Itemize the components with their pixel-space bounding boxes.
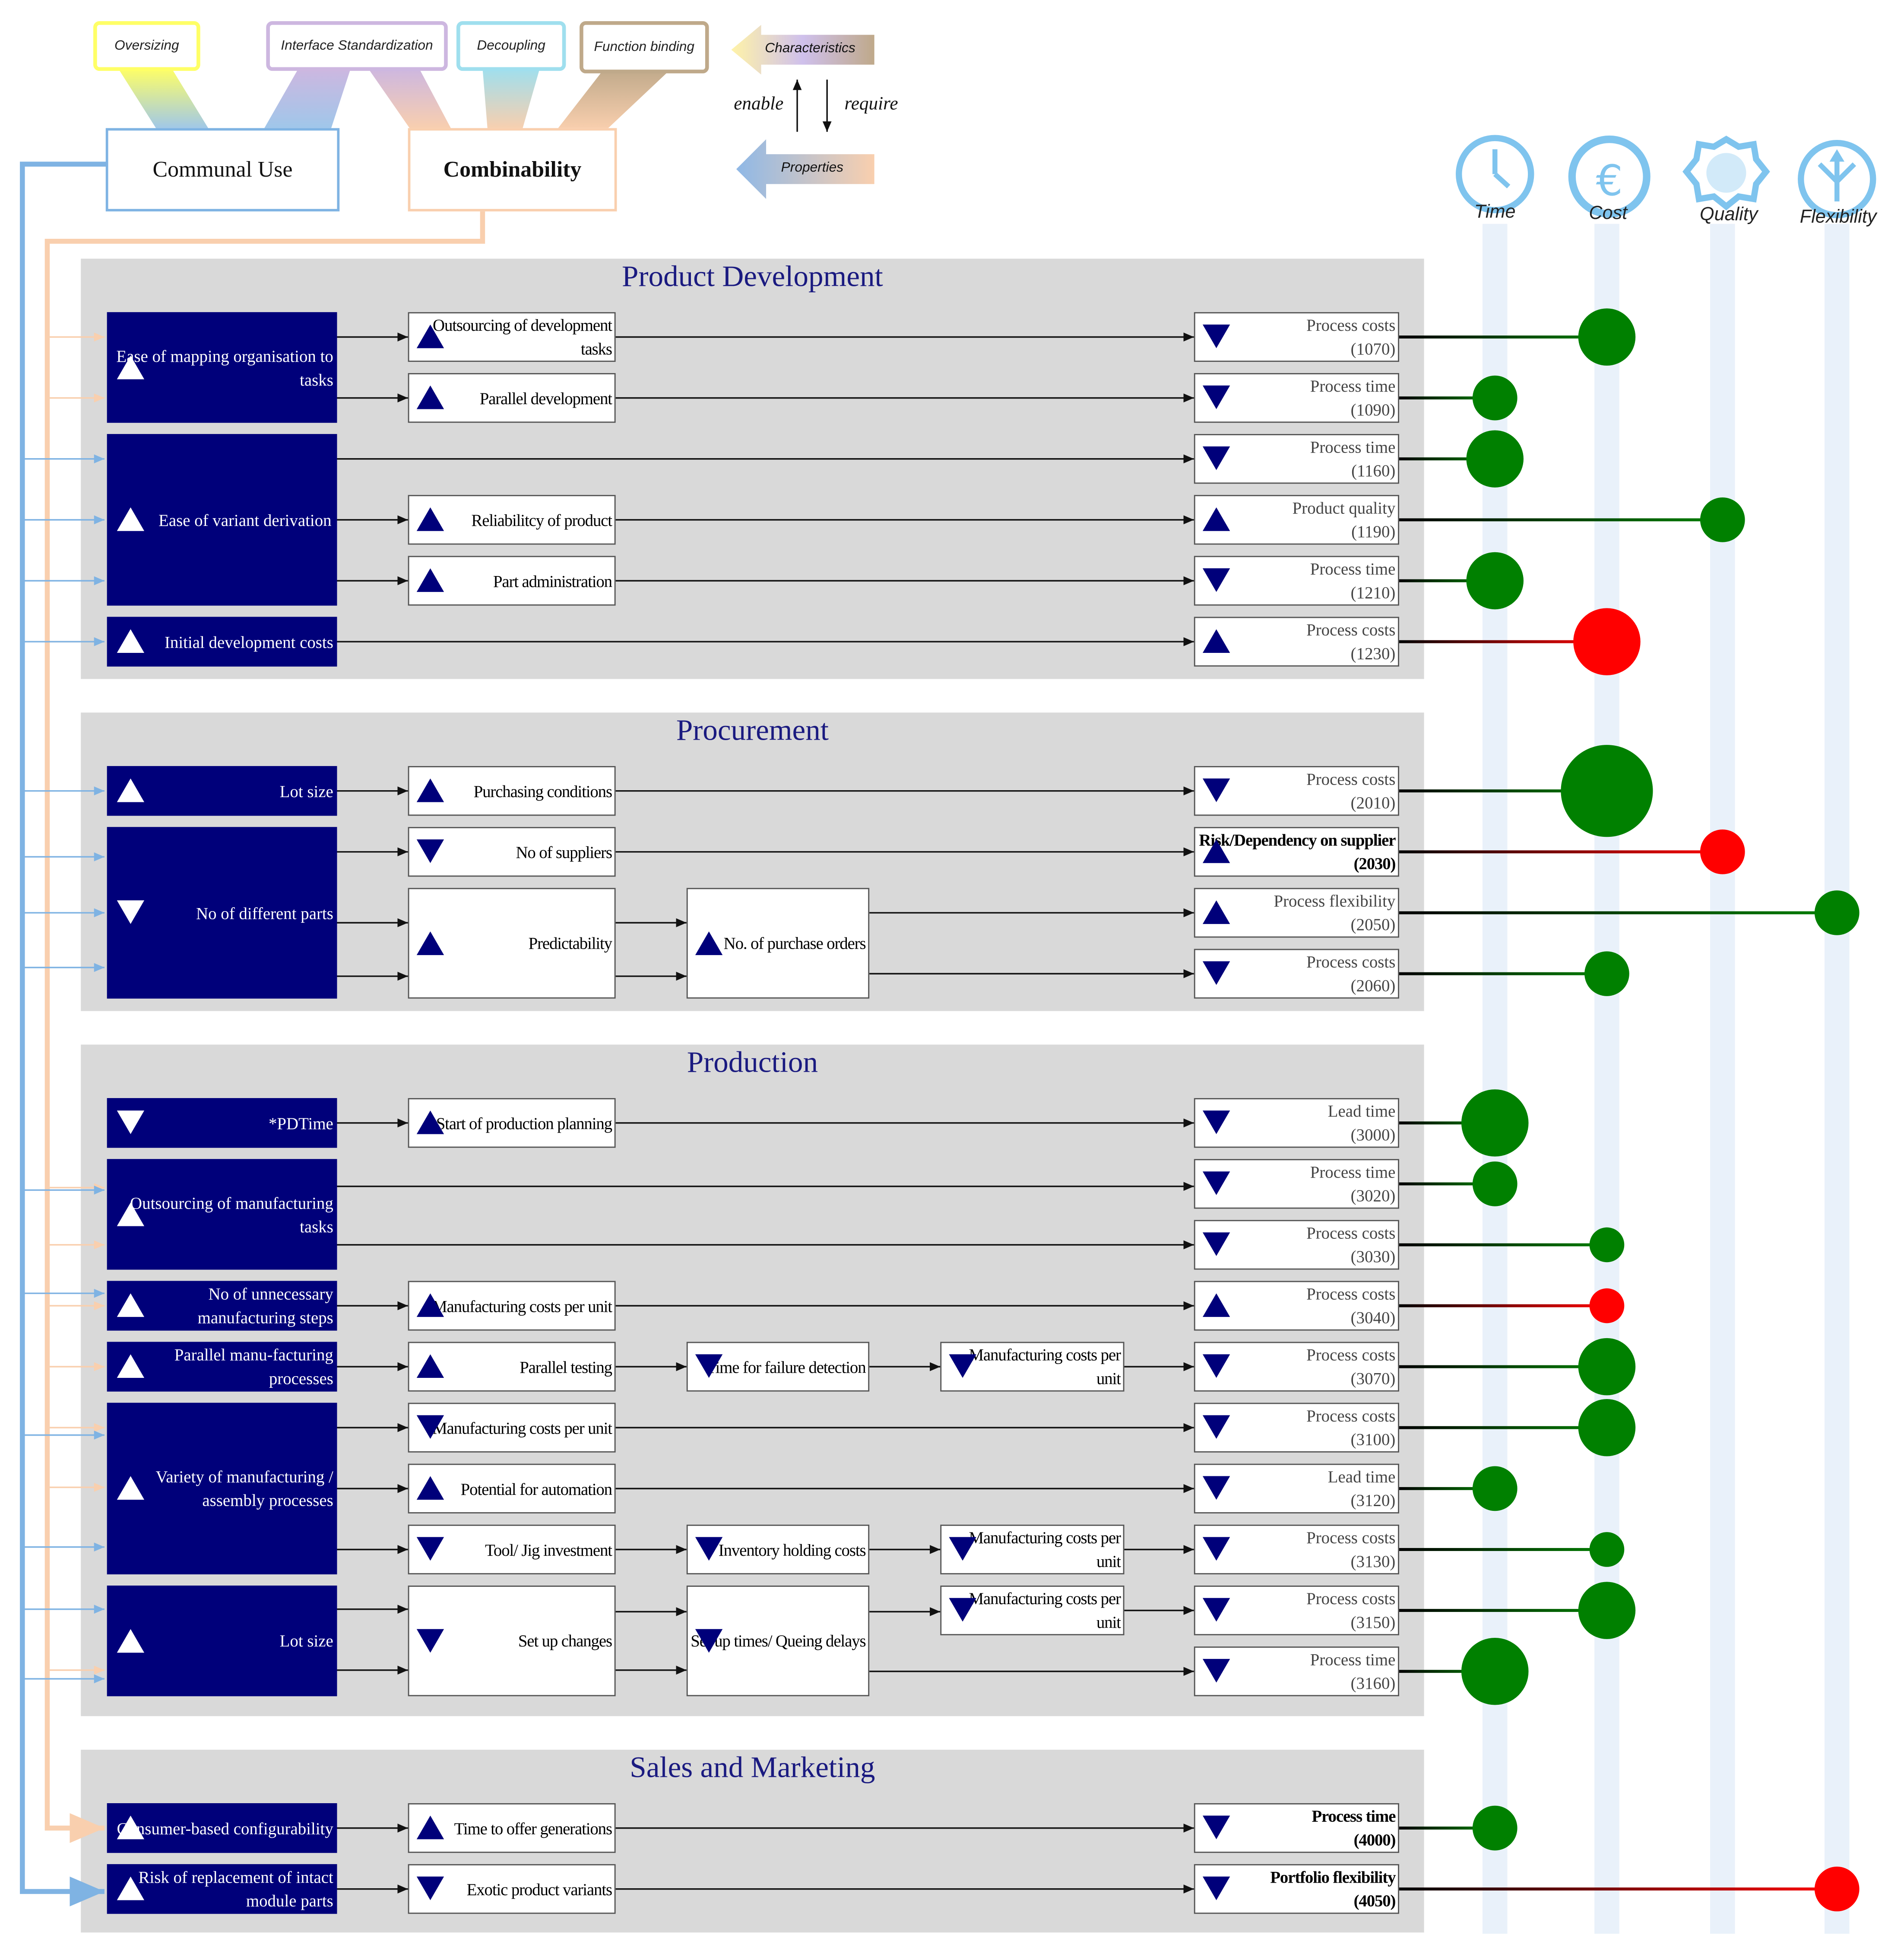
property-box — [107, 1403, 337, 1574]
decrease-arrow-icon — [417, 1415, 444, 1439]
effect-impact-circle — [1584, 951, 1629, 996]
effect-name: Process costs — [1306, 1285, 1396, 1304]
intermediate-effect-box — [408, 312, 616, 362]
effect-impact-circle — [1590, 1288, 1625, 1323]
effect-box — [1194, 1281, 1399, 1330]
property-label: Consumer-based configurability — [117, 1819, 333, 1838]
effect-code: (1160) — [1351, 461, 1396, 480]
property-box — [107, 1159, 337, 1269]
increase-arrow-icon — [117, 507, 144, 531]
intermediate-label: Manufacturing costs per unit — [969, 1528, 1121, 1571]
effect-name: Lead time — [1327, 1102, 1396, 1121]
effect-box — [1194, 949, 1399, 998]
kpi-label-cost: Cost — [1589, 203, 1628, 224]
property-label: No of different parts — [196, 903, 333, 922]
legend-characteristics: Characteristics — [765, 41, 855, 56]
property-label: No of unnecessary manufacturing steps — [197, 1285, 333, 1327]
effect-code: (3150) — [1350, 1613, 1396, 1632]
effect-box — [1194, 1525, 1399, 1574]
effect-name: Portfolio flexibility — [1270, 1868, 1396, 1887]
intermediate-label: Potential for automation — [460, 1479, 612, 1498]
effect-name: Lead time — [1327, 1467, 1396, 1486]
characteristic-label: Interface Standardization — [281, 38, 433, 54]
effect-name: Process time — [1310, 437, 1396, 456]
effect-impact-circle — [1473, 376, 1517, 421]
effect-connector-line — [1399, 972, 1607, 975]
intermediate-effect-box — [408, 1403, 616, 1453]
decrease-arrow-icon — [1203, 1816, 1230, 1839]
effect-impact-circle — [1473, 1162, 1517, 1206]
intermediate-effect-box — [408, 556, 616, 605]
intermediate-label: Manufacturing costs per unit — [969, 1345, 1121, 1388]
effect-name: Process costs — [1306, 1345, 1396, 1364]
effect-code: (1210) — [1350, 583, 1396, 602]
decrease-arrow-icon — [1203, 446, 1230, 470]
increase-arrow-icon — [1203, 629, 1230, 653]
effect-name: Process costs — [1306, 1589, 1396, 1608]
effect-impact-circle — [1467, 552, 1524, 609]
decrease-arrow-icon — [1203, 1476, 1230, 1500]
effect-connector-line — [1399, 336, 1607, 339]
decrease-arrow-icon — [1203, 1354, 1230, 1378]
effect-code: (1230) — [1350, 644, 1396, 663]
decrease-arrow-icon — [1203, 1111, 1230, 1134]
effect-code: (1090) — [1350, 400, 1396, 419]
property-box — [107, 766, 337, 816]
decrease-arrow-icon — [949, 1354, 976, 1378]
effect-impact-circle — [1578, 1582, 1635, 1639]
increase-arrow-icon — [117, 1628, 144, 1652]
effect-impact-circle — [1590, 1532, 1625, 1567]
intermediate-label: Reliabilitcy of product — [471, 510, 612, 529]
decrease-arrow-icon — [417, 1628, 444, 1652]
intermediate-label: Time for failure detection — [706, 1357, 866, 1376]
effect-connector-line — [1399, 1609, 1607, 1612]
section-title: Production — [687, 1047, 818, 1079]
increase-arrow-icon — [417, 1816, 444, 1839]
mechanism-label: Communal Use — [152, 156, 293, 182]
effect-impact-circle — [1700, 497, 1745, 542]
property-label: Ease of mapping organisation to tasks — [116, 346, 333, 389]
legend-properties: Properties — [781, 160, 844, 176]
effect-name: Process time — [1310, 1162, 1396, 1181]
property-box — [107, 312, 337, 423]
effect-code: (4050) — [1353, 1891, 1396, 1910]
effect-box — [1194, 556, 1399, 605]
increase-arrow-icon — [117, 1816, 144, 1839]
section-title: Product Development — [622, 261, 883, 294]
mechanism-label: Combinability — [443, 156, 582, 182]
intermediate-label: Exotic product variants — [466, 1880, 612, 1899]
decrease-arrow-icon — [1203, 1659, 1230, 1683]
effect-code: (2050) — [1350, 915, 1396, 934]
effect-code: (4000) — [1353, 1830, 1396, 1849]
effect-box — [1194, 1342, 1399, 1392]
effect-box — [1194, 495, 1399, 544]
intermediate-effect-box — [687, 888, 869, 998]
intermediate-effect-box — [408, 888, 616, 998]
decrease-arrow-icon — [117, 900, 144, 924]
decrease-arrow-icon — [695, 1537, 722, 1561]
effect-impact-circle — [1578, 1338, 1635, 1395]
effect-code: (3070) — [1350, 1369, 1396, 1388]
intermediate-effect-box — [408, 495, 616, 544]
intermediate-effect-box — [687, 1525, 869, 1574]
intermediate-effect-box — [687, 1586, 869, 1696]
effect-box — [1194, 827, 1399, 877]
effect-box — [1194, 373, 1399, 423]
effect-name: Process flexibility — [1274, 891, 1396, 911]
effect-code: (1190) — [1351, 522, 1396, 541]
effect-connector-line — [1399, 1365, 1607, 1368]
property-box — [107, 1864, 337, 1914]
characteristic-label: Function binding — [594, 40, 695, 55]
effect-name: Process time — [1312, 1807, 1396, 1826]
effect-code: (3000) — [1350, 1125, 1396, 1144]
decrease-arrow-icon — [1203, 568, 1230, 592]
decrease-arrow-icon — [949, 1537, 976, 1561]
decrease-arrow-icon — [117, 1111, 144, 1134]
property-label: Parallel manu-facturing processes — [174, 1345, 333, 1388]
intermediate-label: No of suppliers — [516, 842, 612, 861]
kpi-label-quality: Quality — [1699, 204, 1758, 225]
effect-connector-line — [1399, 518, 1723, 521]
property-box — [107, 1281, 337, 1330]
effect-impact-circle — [1578, 1399, 1635, 1456]
property-label: Risk of replacement of intact module parts — [138, 1868, 333, 1910]
decrease-arrow-icon — [417, 839, 444, 863]
property-label: Lot size — [279, 1631, 333, 1650]
intermediate-label: Parallel development — [479, 389, 612, 408]
effect-name: Process costs — [1306, 953, 1396, 972]
intermediate-effect-box — [408, 1803, 616, 1853]
effect-impact-circle — [1473, 1466, 1517, 1511]
decrease-arrow-icon — [695, 1628, 722, 1652]
effect-name: Process time — [1310, 377, 1396, 396]
property-box — [107, 1098, 337, 1148]
intermediate-label: Purchasing conditions — [473, 782, 612, 801]
effect-box — [1194, 888, 1399, 937]
effect-code: (2060) — [1350, 976, 1396, 995]
property-box — [107, 1342, 337, 1392]
increase-arrow-icon — [117, 1293, 144, 1317]
property-box — [107, 827, 337, 998]
effect-code: (3160) — [1350, 1674, 1396, 1693]
effect-name: Process costs — [1306, 1406, 1396, 1425]
increase-arrow-icon — [417, 386, 444, 409]
increase-arrow-icon — [117, 779, 144, 802]
intermediate-label: Part administration — [493, 571, 612, 590]
effect-box — [1194, 766, 1399, 816]
effect-impact-circle — [1815, 890, 1860, 935]
section-title: Procurement — [676, 715, 829, 747]
property-box — [107, 617, 337, 666]
effect-box — [1194, 1220, 1399, 1269]
effect-box — [1194, 312, 1399, 362]
increase-arrow-icon — [417, 1354, 444, 1378]
decrease-arrow-icon — [1203, 386, 1230, 409]
effect-impact-circle — [1815, 1867, 1860, 1912]
intermediate-label: Start of production planning — [436, 1114, 612, 1133]
decrease-arrow-icon — [1203, 1171, 1230, 1195]
increase-arrow-icon — [117, 1877, 144, 1900]
decrease-arrow-icon — [1203, 325, 1230, 348]
intermediate-effect-box — [408, 1342, 616, 1392]
increase-arrow-icon — [417, 931, 444, 955]
effect-impact-circle — [1590, 1228, 1625, 1263]
intermediate-effect-box — [940, 1586, 1124, 1635]
legend-require: require — [844, 94, 898, 114]
increase-arrow-icon — [1203, 507, 1230, 531]
effect-impact-circle — [1467, 430, 1524, 487]
effect-code: (3020) — [1350, 1186, 1396, 1205]
kpi-label-flexibility: Flexibility — [1799, 206, 1877, 228]
effect-name: Process time — [1310, 560, 1396, 579]
increase-arrow-icon — [417, 1111, 444, 1134]
decrease-arrow-icon — [949, 1598, 976, 1622]
effect-impact-circle — [1578, 308, 1635, 365]
intermediate-label: Tool/ Jig investment — [485, 1540, 612, 1559]
characteristic-label: Decoupling — [477, 38, 545, 54]
intermediate-effect-box — [408, 1586, 616, 1696]
intermediate-effect-box — [408, 373, 616, 423]
increase-arrow-icon — [117, 1476, 144, 1500]
characteristic-label: Oversizing — [114, 38, 179, 54]
decrease-arrow-icon — [417, 1877, 444, 1900]
intermediate-label: No. of purchase orders — [723, 934, 866, 953]
effect-connector-line — [1399, 1304, 1607, 1307]
effect-box — [1194, 617, 1399, 666]
effect-box — [1194, 1646, 1399, 1696]
intermediate-label: Manufacturing costs per unit — [432, 1418, 612, 1437]
effect-name: Risk/Dependency on supplier (2030) — [1199, 830, 1396, 873]
effect-box — [1194, 1159, 1399, 1209]
svg-text:€: € — [1596, 156, 1623, 206]
effect-code: (1070) — [1350, 339, 1396, 358]
property-box — [107, 1586, 337, 1696]
intermediate-label: Time to offer generations — [454, 1819, 612, 1838]
effect-name: Process costs — [1306, 316, 1396, 335]
intermediate-effect-box — [408, 766, 616, 816]
intermediate-effect-box — [940, 1525, 1124, 1574]
property-label: *PDTime — [268, 1114, 333, 1133]
kpi-label-time: Time — [1474, 201, 1516, 223]
effect-connector-line — [1399, 1243, 1607, 1246]
increase-arrow-icon — [417, 325, 444, 348]
effect-name: Product quality — [1292, 498, 1396, 518]
effect-connector-line — [1399, 1426, 1607, 1429]
effect-connector-line — [1399, 1548, 1607, 1551]
effect-box — [1194, 1803, 1399, 1853]
increase-arrow-icon — [117, 355, 144, 379]
effect-connector-line — [1399, 1887, 1837, 1890]
decrease-arrow-icon — [1203, 779, 1230, 802]
effect-box — [1194, 1403, 1399, 1453]
effect-connector-line — [1399, 850, 1723, 853]
increase-arrow-icon — [1203, 900, 1230, 924]
effect-box — [1194, 1464, 1399, 1513]
intermediate-effect-box — [687, 1342, 869, 1392]
effect-box — [1194, 1586, 1399, 1635]
increase-arrow-icon — [117, 1354, 144, 1378]
decrease-arrow-icon — [1203, 1598, 1230, 1622]
increase-arrow-icon — [1203, 839, 1230, 863]
intermediate-label: Parallel testing — [520, 1357, 612, 1376]
effect-impact-circle — [1700, 829, 1745, 874]
effect-code: (3130) — [1350, 1552, 1396, 1571]
effect-code: (3120) — [1350, 1491, 1396, 1510]
intermediate-label: Inventory holding costs — [718, 1540, 866, 1559]
effect-impact-circle — [1461, 1638, 1529, 1705]
intermediate-label: Set up changes — [518, 1631, 612, 1650]
intermediate-label: Predictability — [528, 934, 612, 953]
decrease-arrow-icon — [417, 1537, 444, 1561]
intermediate-effect-box — [940, 1342, 1124, 1392]
increase-arrow-icon — [117, 1202, 144, 1226]
property-label: Variety of manufacturing / assembly processes — [155, 1467, 333, 1510]
legend-enable: enable — [734, 94, 784, 114]
effect-code: (3100) — [1350, 1430, 1396, 1449]
effect-impact-circle — [1461, 1089, 1529, 1157]
effect-code: (3030) — [1350, 1247, 1396, 1266]
effect-impact-circle — [1561, 745, 1653, 837]
increase-arrow-icon — [417, 1476, 444, 1500]
intermediate-label: Outsourcing of development tasks — [433, 316, 612, 358]
intermediate-effect-box — [408, 827, 616, 877]
effect-name: Process time — [1310, 1650, 1396, 1669]
effect-name: Process costs — [1306, 1223, 1396, 1243]
property-box — [107, 1803, 337, 1853]
effect-box — [1194, 1098, 1399, 1148]
effect-impact-circle — [1573, 608, 1641, 675]
increase-arrow-icon — [417, 779, 444, 802]
increase-arrow-icon — [117, 629, 144, 653]
intermediate-effect-box — [408, 1281, 616, 1330]
property-label: Initial development costs — [164, 632, 333, 651]
intermediate-label: Manufacturing costs per unit — [432, 1296, 612, 1315]
decrease-arrow-icon — [1203, 961, 1230, 985]
increase-arrow-icon — [1203, 1293, 1230, 1317]
effect-box — [1194, 1864, 1399, 1914]
effect-impact-circle — [1473, 1806, 1517, 1851]
property-label: Outsourcing of manufacturing tasks — [130, 1193, 333, 1236]
decrease-arrow-icon — [1203, 1232, 1230, 1256]
effect-code: (2010) — [1350, 793, 1396, 812]
decrease-arrow-icon — [1203, 1537, 1230, 1561]
intermediate-effect-box — [408, 1525, 616, 1574]
increase-arrow-icon — [695, 931, 722, 955]
increase-arrow-icon — [417, 568, 444, 592]
effect-name: Process costs — [1306, 1528, 1396, 1547]
increase-arrow-icon — [417, 1293, 444, 1317]
communal-use-feeder-line — [22, 164, 107, 1891]
intermediate-label: Set up times/ Queing delays — [691, 1631, 866, 1650]
section-title: Sales and Marketing — [630, 1752, 875, 1785]
intermediate-effect-box — [408, 1098, 616, 1148]
decrease-arrow-icon — [695, 1354, 722, 1378]
intermediate-label: Manufacturing costs per unit — [969, 1589, 1121, 1632]
property-label: Ease of variant derivation — [158, 510, 332, 529]
decrease-arrow-icon — [1203, 1415, 1230, 1439]
effect-name: Process costs — [1306, 620, 1396, 639]
effect-connector-line — [1399, 911, 1837, 914]
effect-code: (3040) — [1350, 1308, 1396, 1327]
intermediate-effect-box — [408, 1464, 616, 1513]
property-box — [107, 434, 337, 605]
effect-name: Process costs — [1306, 769, 1396, 788]
decrease-arrow-icon — [1203, 1877, 1230, 1900]
intermediate-effect-box — [408, 1864, 616, 1914]
property-label: Lot size — [279, 782, 333, 801]
effect-box — [1194, 434, 1399, 484]
increase-arrow-icon — [417, 507, 444, 531]
